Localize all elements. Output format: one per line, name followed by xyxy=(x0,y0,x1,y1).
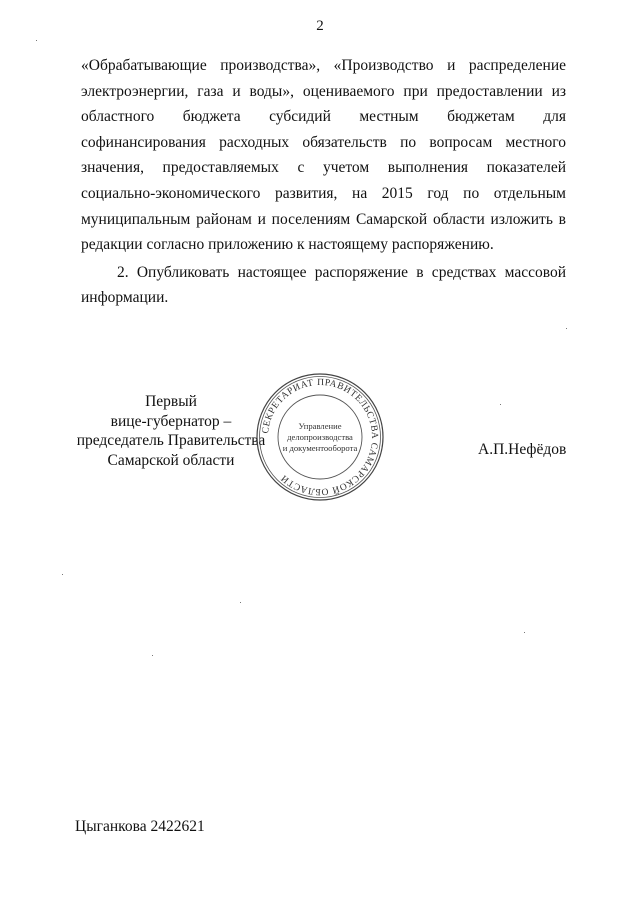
scan-speck xyxy=(36,40,37,41)
scan-speck xyxy=(240,602,241,603)
paragraph-continued: «Обрабатывающие производства», «Производство и распределение электроэнергии, газа и воды», оцениваемого при предоставлении из областного бюджета субсидий местным бюджетам для софинансирования расходных обязательств по вопросам местного значения, предоставляемых с учетом выполнения показателей социально-экономического развития, на 2015 год по отдельным муниципальным районам и поселениям Самарской области изложить в редакции согласно приложению к настоящему распоряжению. xyxy=(81,57,566,254)
signatory-title-line: Первый xyxy=(145,393,197,410)
document-body xyxy=(81,53,566,311)
signer-name: А.П.Нефёдов xyxy=(478,441,567,458)
signatory-title-line: Самарской области xyxy=(107,451,235,469)
signatory-title-line: председатель Правительства xyxy=(76,432,266,449)
scan-speck xyxy=(500,404,501,405)
signatory-title xyxy=(66,392,276,470)
scan-speck xyxy=(62,574,63,575)
signatory-title-line: вице-губернатор – xyxy=(110,412,232,430)
stamp-center-line: Управление xyxy=(298,421,342,431)
stamp-center-line: делопроизводства xyxy=(287,432,353,442)
scan-speck xyxy=(524,632,525,633)
executor-contact: Цыганкова 2422621 xyxy=(75,818,205,835)
stamp-seal xyxy=(255,372,385,502)
stamp-ring-textpath: СЕКРЕТАРИАТ ПРАВИТЕЛЬСТВА САМАРСКОЙ ОБЛАСТИ xyxy=(261,377,380,497)
stamp-center-line: и документооборота xyxy=(282,443,358,453)
paragraph-2-publish: 2. Опубликовать настоящее распоряжение в средствах массовой информации. xyxy=(81,263,566,307)
page-number: 2 xyxy=(316,18,324,34)
scan-speck xyxy=(152,655,153,656)
official-stamp xyxy=(255,372,385,502)
scan-speck xyxy=(566,328,567,329)
